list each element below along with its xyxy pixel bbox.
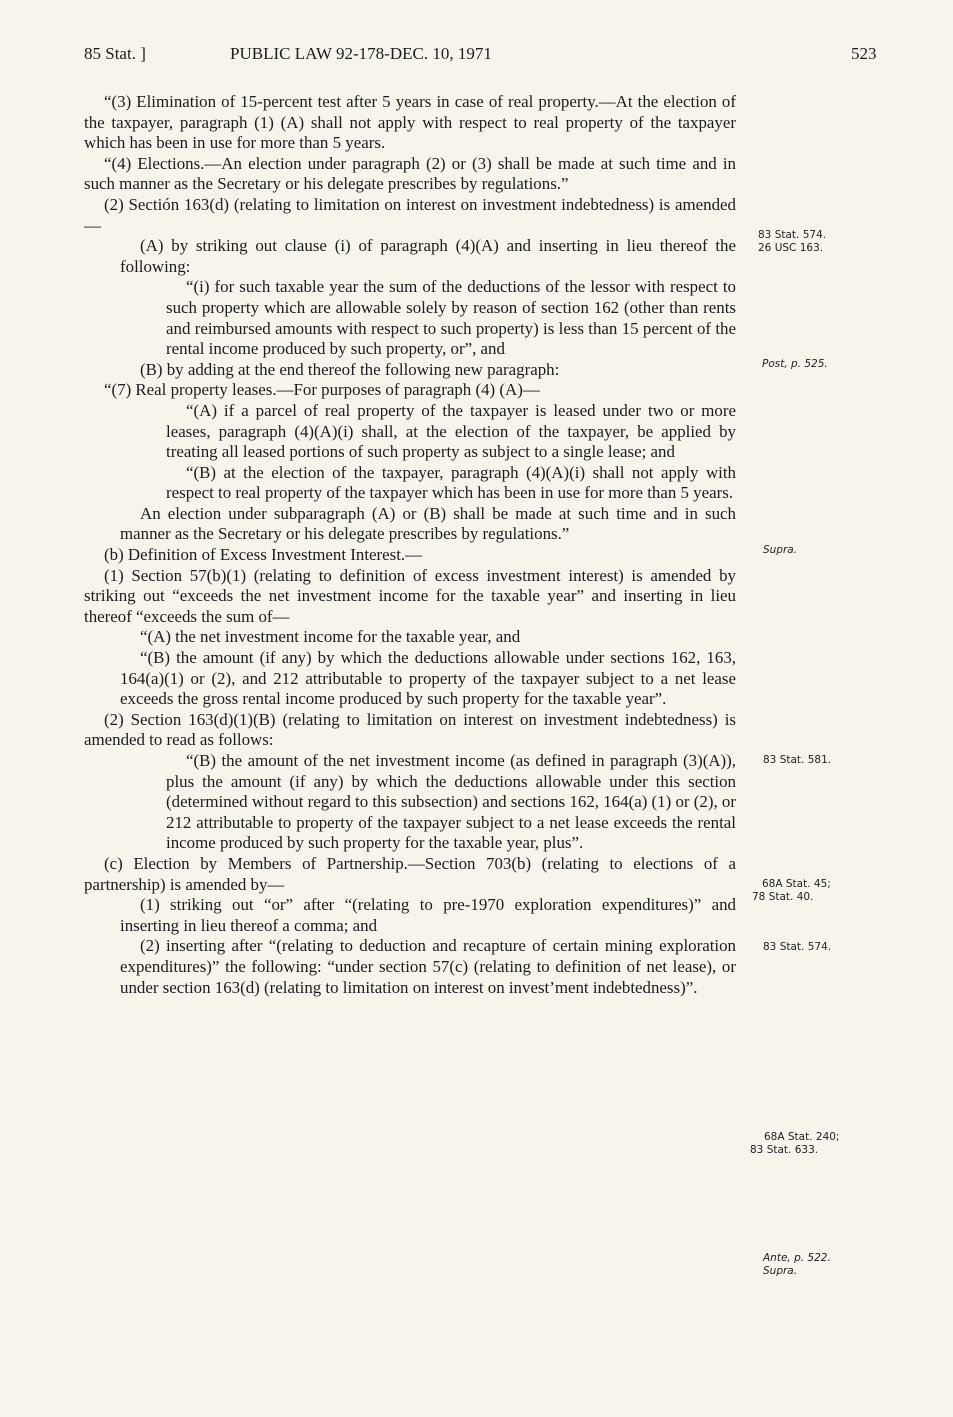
margin-note-citation [763, 941, 831, 954]
para-election-subparagraph: An election under subparagraph (A) or (B) shall be made at such time and in such manner as the Secretary or his delegate prescribes by regulations.” [120, 503, 736, 544]
margin-note-citation [758, 229, 826, 255]
margin-note-line: 26 USC 163. [758, 242, 824, 254]
para-insert-after: (2) inserting after “(relating to deduction and recapture of certain mining exploration expenditures)” the following: “under section 57(c) (relating to definition of net lease), or under section 163(d) (relating to limitation on interest on invest’ment indebtedness)”. [120, 936, 736, 997]
page-number: 523 [851, 44, 877, 63]
margin-note-line: Ante, p. 522. [763, 1252, 831, 1264]
margin-note-line: 83 Stat. 574. [758, 229, 827, 241]
para-strike-or: (1) striking out “or” after “(relating to pre-1970 exploration expenditures)” and inserting in lieu thereof a comma; and [120, 895, 736, 935]
para-section-163d: (2) Sectión 163(d) (relating to limitation on interest on investment indebtedness) is amended— [84, 194, 736, 235]
margin-note-citation [762, 358, 828, 371]
margin-note-line: 83 Stat. 633. [750, 1144, 819, 1156]
margin-note-line: 68A Stat. 240; [764, 1131, 840, 1143]
section-heading-partnership-election: (c) Election by Members of Partnership.—Section 703(b) (relating to elections of a partnership) is amended by— [84, 853, 736, 894]
margin-note-citation [763, 754, 831, 767]
margin-note-citation [763, 1252, 831, 1278]
margin-note-citation [763, 544, 797, 557]
margin-note-line: 83 Stat. 581. [763, 754, 832, 766]
para-section-57b1: (1) Section 57(b)(1) (relating to definition of excess investment interest) is amended by striking out “exceeds the net investment income for the taxable year” and inserting in lieu thereof “exceeds the sum of— [84, 565, 736, 626]
statute-body [84, 92, 736, 998]
para-real-property-leases: “(7) Real property leases.—For purposes of paragraph (4) (A)— [104, 380, 540, 400]
margin-note-line: 78 Stat. 40. [752, 891, 814, 903]
margin-note-line: 83 Stat. 574. [763, 941, 832, 953]
running-header-title: PUBLIC LAW 92-178-DEC. 10, 1971 [230, 44, 492, 63]
section-heading-excess-investment-interest: (b) Definition of Excess Investment Interest.— [104, 545, 423, 565]
margin-note-line: Supra. [763, 544, 798, 556]
para-add-new-paragraph: (B) by adding at the end thereof the following new paragraph: [140, 359, 560, 379]
para-leases-B: “(B) at the election of the taxpayer, paragraph (4)(A)(i) shall not apply with respect to real property of the taxpayer which has been in use for more than 5 years. [166, 462, 736, 503]
para-leases-A: “(A) if a parcel of real property of the taxpayer is leased under two or more leases, paragraph (4)(A)(i) shall, at the election of the taxpayer, be applied by treating all leased portions of such property as subject to a single lease; and [166, 400, 736, 462]
para-elimination-15-percent: “(3) Elimination of 15-percent test after 5 years in case of real property.—At the election of the taxpayer, paragraph (1) (A) shall not apply with respect to real property of the taxpayer which has been in use for more than 5 years. [84, 92, 736, 153]
para-163d1B-text: “(B) the amount of the net investment income (as defined in paragraph (3)(A)), plus the amount (if any) by which the deductions allowable under this section (determined without regard to this subsection) and sections 162, 164(a) (1) or (2), or 212 attributable to property of the taxpayer subject to a net lease exceeds the rental income produced by such property for the taxable year, plus”. [166, 751, 736, 853]
margin-note-citation [752, 878, 831, 904]
para-clause-i-text: “(i) for such taxable year the sum of the deductions of the lessor with respect to such property which are allowable solely by reason of section 162 (other than rents and reimbursed amounts with respect to such property) is less than 15 percent of the rental income produced by such property, or”, and [166, 277, 736, 359]
running-header-volume: 85 Stat. ] [84, 44, 146, 63]
para-elections: “(4) Elections.—An election under paragraph (2) or (3) shall be made at such time and in such manner as the Secretary or his delegate prescribes by regulations.” [84, 153, 736, 194]
para-sum-A: “(A) the net investment income for the taxable year, and [140, 627, 521, 647]
margin-note-line: 68A Stat. 45; [762, 878, 831, 890]
para-sum-B: “(B) the amount (if any) by which the deductions allowable under sections 162, 163, 164(a)(1) or (2), and 212 attributable to property of the taxpayer subject to a net lease exceeds the gross rental income produced by such property for the taxable year”. [120, 648, 736, 709]
para-strike-clause-i: (A) by striking out clause (i) of paragraph (4)(A) and inserting in lieu thereof the following: [120, 236, 736, 276]
margin-note-line: Post, p. 525. [762, 358, 828, 370]
para-section-163d1B: (2) Section 163(d)(1)(B) (relating to limitation on interest on investment indebtedness) is amended to read as follows: [84, 709, 736, 750]
margin-note-line: Supra. [763, 1265, 798, 1277]
margin-note-citation [750, 1131, 839, 1157]
